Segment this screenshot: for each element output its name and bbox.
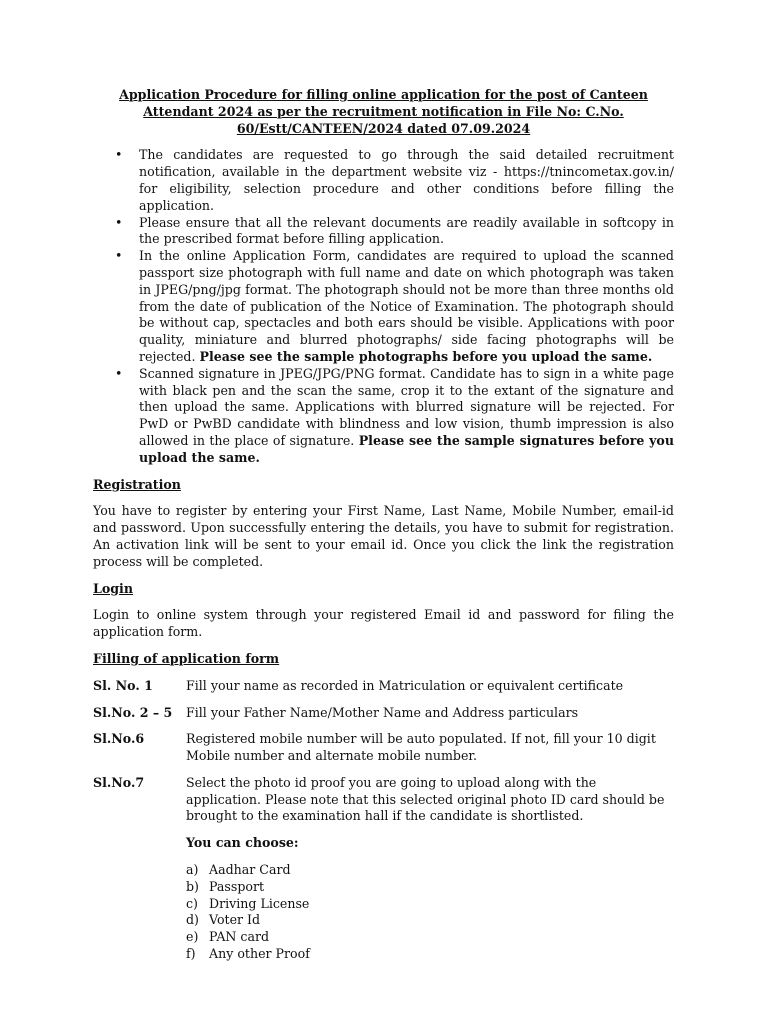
id-proof-option xyxy=(186,896,674,913)
instruction-text: Scanned signature in JPEG/JPG/PNG format. Candidate has to sign in a white page with black pen and the scan the same, crop it to the extant of the signature and then upload the same. Applications with blurred signature will be rejected. For PwD or PwBD candidate with blindness and low vision, thumb impression is also allowed in the place of signature. xyxy=(139,365,674,448)
registration-heading: Registration xyxy=(93,476,181,492)
option-letter: c) xyxy=(186,895,198,911)
option-letter: b) xyxy=(186,878,199,894)
id-proof-option xyxy=(186,929,674,946)
instruction-item xyxy=(93,147,674,214)
id-proof-option xyxy=(186,912,674,929)
instruction-text: Please ensure that all the relevant documents are readily available in softcopy in the prescribed format before filling application. xyxy=(139,214,674,247)
row-description: Fill your name as recorded in Matriculation or equivalent certificate xyxy=(186,677,624,693)
instructions-list xyxy=(93,147,674,466)
option-letter: d) xyxy=(186,912,199,928)
instruction-emphasis: Please see the sample signatures before you upload the same. xyxy=(139,432,674,465)
login-text: Login to online system through your registered Email id and password for filing the application form. xyxy=(93,607,674,640)
login-heading: Login xyxy=(93,580,134,596)
form-row xyxy=(93,731,674,765)
id-proof-option xyxy=(186,879,674,896)
choose-label: You can choose: xyxy=(186,835,299,851)
serial-number: Sl.No.6 xyxy=(93,731,145,747)
option-label: Driving License xyxy=(209,895,310,911)
document-title: Application Procedure for filling online application for the post of Canteen Attendant 2024 as per the recruitment notification in File No: C.No. 60/Estt/CANTEEN/2024 dated 07.09.2024 xyxy=(119,87,648,136)
instruction-emphasis: Please see the sample photographs before you upload the same. xyxy=(199,348,653,364)
option-label: Voter Id xyxy=(209,912,261,928)
option-letter: a) xyxy=(186,862,199,878)
serial-number: Sl.No.7 xyxy=(93,774,145,790)
option-label: Aadhar Card xyxy=(209,862,291,878)
option-letter: f) xyxy=(186,946,196,962)
instruction-item xyxy=(93,215,674,249)
serial-number: Sl. No. 1 xyxy=(93,677,153,693)
option-label: Passport xyxy=(209,878,265,894)
form-row xyxy=(93,705,674,722)
row-description: Registered mobile number will be auto populated. If not, fill your 10 digit Mobile number and alternate mobile number. xyxy=(186,731,656,764)
serial-number: Sl.No. 2 – 5 xyxy=(93,704,173,720)
form-row xyxy=(93,678,674,695)
instruction-item xyxy=(93,248,674,366)
instruction-item xyxy=(93,366,674,467)
id-proof-option xyxy=(186,862,674,879)
option-label: Any other Proof xyxy=(209,946,310,962)
filling-heading: Filling of application form xyxy=(93,650,280,666)
document-page xyxy=(93,87,674,963)
registration-text: You have to register by entering your First Name, Last Name, Mobile Number, email-id and password. Upon successfully entering the details, you have to submit for registration. An activation link will be sent to your email id. Once you click the link the registration process will be completed. xyxy=(93,503,674,569)
id-proof-option xyxy=(186,946,674,963)
instruction-text: The candidates are requested to go through the said detailed recruitment notification, available in the department website viz - https://tnincometax.gov.in/ for eligibility, selection procedure and other conditions before filling the application. xyxy=(139,147,674,213)
id-proof-options xyxy=(93,862,674,963)
row-description: Fill your Father Name/Mother Name and Address particulars xyxy=(186,704,579,720)
option-label: PAN card xyxy=(209,929,270,945)
row-description: Select the photo id proof you are going to upload along with the application. Please note that this selected original photo ID card should be brought to the examination hall if the candidate is shortlisted. xyxy=(186,774,665,824)
instruction-text: In the online Application Form, candidates are required to upload the scanned passport size photograph with full name and date on which photograph was taken in JPEG/png/jpg format. The photograph should not be more than three months old from the date of publication of the Notice of Examination. The photograph should be without cap, spectacles and both ears should be visible. Applications with poor quality, miniature and blurred photographs/ side facing photographs will be rejected. xyxy=(139,248,674,364)
form-row xyxy=(93,775,674,825)
option-letter: e) xyxy=(186,929,199,945)
